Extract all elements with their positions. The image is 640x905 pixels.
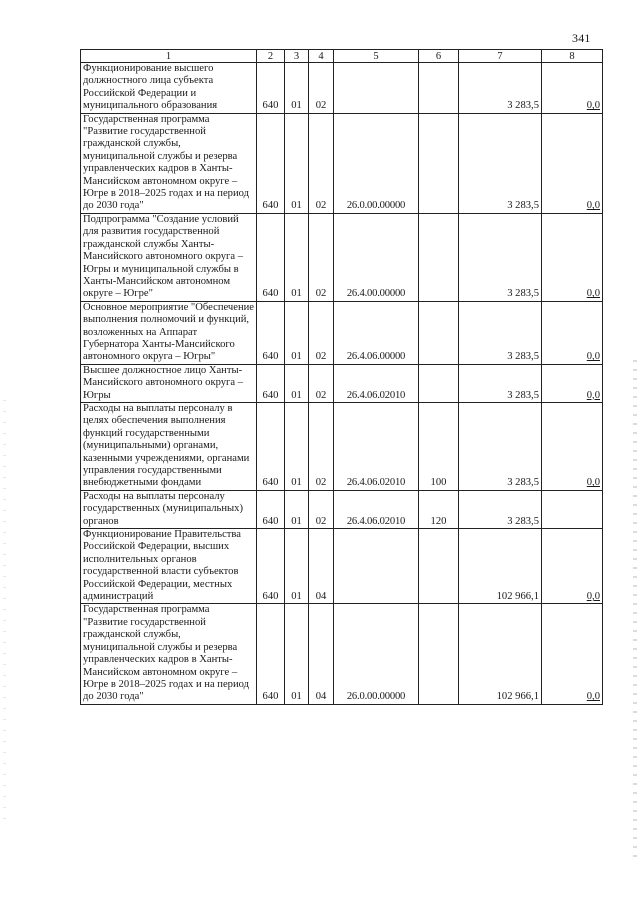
header-col-8: 8 [542, 50, 603, 63]
cell-code: 640 [257, 402, 285, 490]
cell-amount: 3 283,5 [459, 113, 542, 213]
cell-expense-type: 120 [419, 490, 459, 528]
table-row [81, 301, 603, 364]
cell-section: 01 [285, 604, 309, 704]
cell-name: Функционирование высшего должностного лица субъекта Российской Федерации и муниципального образования [81, 63, 257, 114]
amount-2-value: 0,0 [586, 389, 600, 401]
cell-expense-type [419, 213, 459, 301]
table-body [81, 50, 603, 705]
cell-expense-type [419, 301, 459, 364]
scan-edge-marks [633, 360, 637, 860]
cell-code: 640 [257, 301, 285, 364]
cell-section: 01 [285, 113, 309, 213]
cell-code: 640 [257, 529, 285, 604]
cell-code: 640 [257, 63, 285, 114]
cell-section: 01 [285, 490, 309, 528]
table-row [81, 402, 603, 490]
cell-subsection: 02 [309, 364, 334, 402]
cell-subsection: 04 [309, 529, 334, 604]
cell-section: 01 [285, 213, 309, 301]
cell-target-article: 26.4.06.00000 [334, 301, 419, 364]
cell-subsection: 02 [309, 63, 334, 114]
cell-amount-2 [542, 529, 603, 604]
cell-subsection: 02 [309, 301, 334, 364]
cell-subsection: 04 [309, 604, 334, 704]
cell-target-article [334, 63, 419, 114]
cell-target-article [334, 529, 419, 604]
header-col-4: 4 [309, 50, 334, 63]
cell-target-article: 26.4.06.02010 [334, 490, 419, 528]
cell-expense-type [419, 113, 459, 213]
cell-target-article: 26.0.00.00000 [334, 604, 419, 704]
page-number: 341 [572, 31, 591, 45]
amount-2-value: 0,0 [586, 477, 600, 489]
cell-section: 01 [285, 301, 309, 364]
cell-amount-2 [542, 364, 603, 402]
cell-code: 640 [257, 113, 285, 213]
cell-amount: 102 966,1 [459, 604, 542, 704]
cell-target-article: 26.0.00.00000 [334, 113, 419, 213]
cell-section: 01 [285, 529, 309, 604]
scan-binding-marks [3, 400, 6, 820]
cell-name: Функционирование Правительства Российской Федерации, высших исполнительных органов государственной власти субъектов Российской Федерации, местных администраций [81, 529, 257, 604]
table-row [81, 213, 603, 301]
cell-amount: 3 283,5 [459, 213, 542, 301]
cell-subsection: 02 [309, 113, 334, 213]
table-row [81, 113, 603, 213]
header-row [81, 50, 603, 63]
cell-amount: 3 283,5 [459, 301, 542, 364]
cell-expense-type [419, 529, 459, 604]
cell-section: 01 [285, 63, 309, 114]
amount-2-value: 0,0 [586, 591, 600, 603]
cell-code: 640 [257, 213, 285, 301]
cell-name: Основное мероприятие "Обеспечение выполнения полномочий и функций, возложенных на Аппарат Губернатора Ханты-Мансийского автономного округа – Югры" [81, 301, 257, 364]
header-col-6: 6 [419, 50, 459, 63]
cell-expense-type [419, 604, 459, 704]
cell-expense-type: 100 [419, 402, 459, 490]
table-row [81, 63, 603, 114]
amount-2-value: 0,0 [586, 200, 600, 212]
cell-code: 640 [257, 490, 285, 528]
table-row [81, 364, 603, 402]
cell-amount-2 [542, 63, 603, 114]
cell-code: 640 [257, 364, 285, 402]
table-row [81, 604, 603, 704]
cell-subsection: 02 [309, 490, 334, 528]
cell-section: 01 [285, 364, 309, 402]
cell-amount: 3 283,5 [459, 402, 542, 490]
cell-name: Высшее должностное лицо Ханты-Мансийского автономного округа – Югры [81, 364, 257, 402]
cell-amount: 3 283,5 [459, 63, 542, 114]
cell-amount-2 [542, 113, 603, 213]
cell-code: 640 [257, 604, 285, 704]
cell-expense-type [419, 364, 459, 402]
table-row [81, 529, 603, 604]
cell-subsection: 02 [309, 213, 334, 301]
cell-amount-2 [542, 213, 603, 301]
cell-subsection: 02 [309, 402, 334, 490]
cell-expense-type [419, 63, 459, 114]
budget-table [80, 49, 603, 705]
cell-target-article: 26.4.06.02010 [334, 402, 419, 490]
header-col-5: 5 [334, 50, 419, 63]
cell-amount-2 [542, 301, 603, 364]
cell-amount: 3 283,5 [459, 364, 542, 402]
cell-section: 01 [285, 402, 309, 490]
table-row [81, 490, 603, 528]
cell-name: Расходы на выплаты персоналу в целях обеспечения выполнения функций государственными (муниципальными) органами, казенными учреждениями, органами управления государственными внебюджетными фондами [81, 402, 257, 490]
cell-amount: 102 966,1 [459, 529, 542, 604]
header-col-3: 3 [285, 50, 309, 63]
cell-name: Подпрограмма "Создание условий для развития государственной гражданской службы Ханты-Мансийского автономного округа – Югры и муниципальной службы в Ханты-Мансийском автономном округе – Югре" [81, 213, 257, 301]
amount-2-value: 0,0 [586, 288, 600, 300]
cell-target-article: 26.4.00.00000 [334, 213, 419, 301]
cell-name: Государственная программа "Развитие государственной гражданской службы, муниципальной службы и резерва управленческих кадров в Ханты-Мансийском автономном округе – Югре в 2018–2025 годах и на период до 2030 года" [81, 113, 257, 213]
cell-name: Государственная программа "Развитие государственной гражданской службы, муниципальной службы и резерва управленческих кадров в Ханты-Мансийском автономном округе – Югре в 2018–2025 годах и на период до 2030 года" [81, 604, 257, 704]
cell-amount-2 [542, 604, 603, 704]
header-col-7: 7 [459, 50, 542, 63]
cell-amount-2 [542, 402, 603, 490]
cell-target-article: 26.4.06.02010 [334, 364, 419, 402]
header-col-1: 1 [81, 50, 257, 63]
header-col-2: 2 [257, 50, 285, 63]
cell-name: Расходы на выплаты персоналу государственных (муниципальных) органов [81, 490, 257, 528]
amount-2-value: 0,0 [586, 691, 600, 703]
cell-amount: 3 283,5 [459, 490, 542, 528]
amount-2-value: 0,0 [586, 351, 600, 363]
cell-amount-2 [542, 490, 603, 528]
amount-2-value: 0,0 [586, 100, 600, 112]
